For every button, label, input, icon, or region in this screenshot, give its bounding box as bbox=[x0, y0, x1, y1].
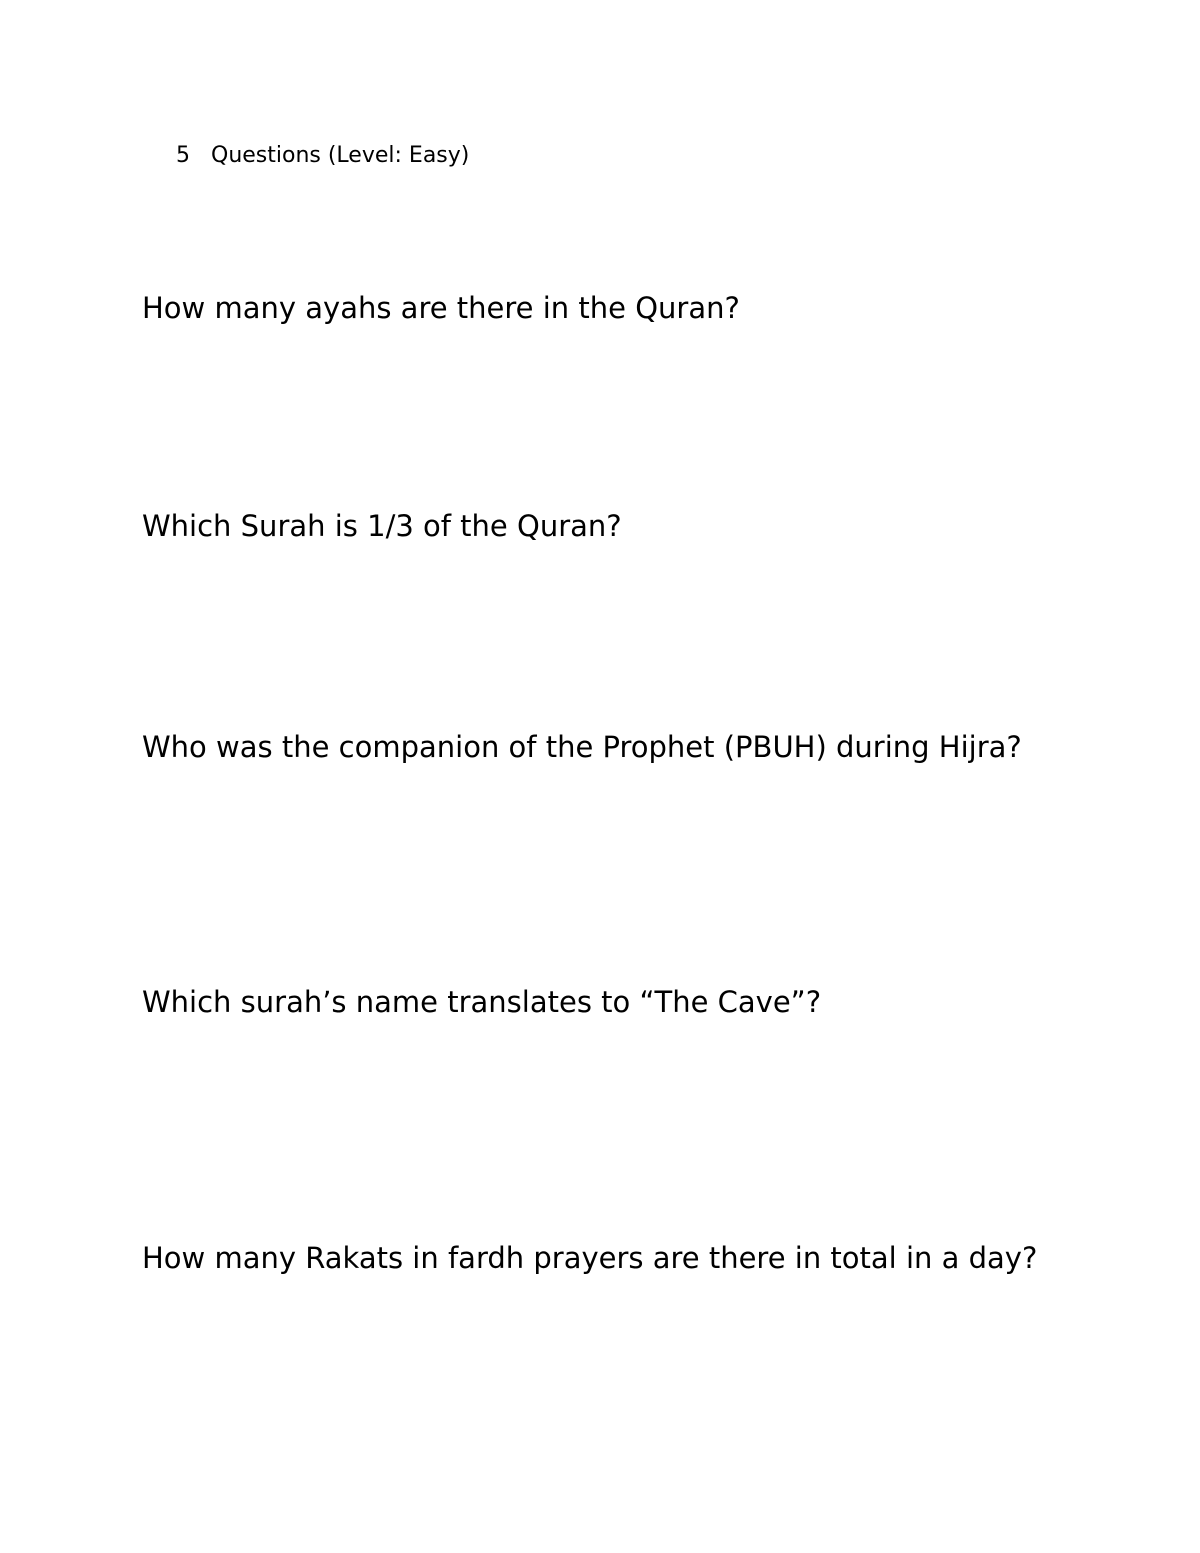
question-3: Who was the companion of the Prophet (PBUH) during Hijra? bbox=[142, 730, 1022, 764]
heading-list-number: 5 bbox=[176, 143, 190, 168]
question-4: Which surah’s name translates to “The Cave”? bbox=[142, 985, 822, 1019]
question-2: Which Surah is 1/3 of the Quran? bbox=[142, 509, 622, 543]
heading-title: Questions (Level: Easy) bbox=[211, 143, 470, 168]
question-1: How many ayahs are there in the Quran? bbox=[142, 291, 740, 325]
question-5: How many Rakats in fardh prayers are there in total in a day? bbox=[142, 1241, 1038, 1275]
quiz-heading bbox=[176, 142, 469, 170]
